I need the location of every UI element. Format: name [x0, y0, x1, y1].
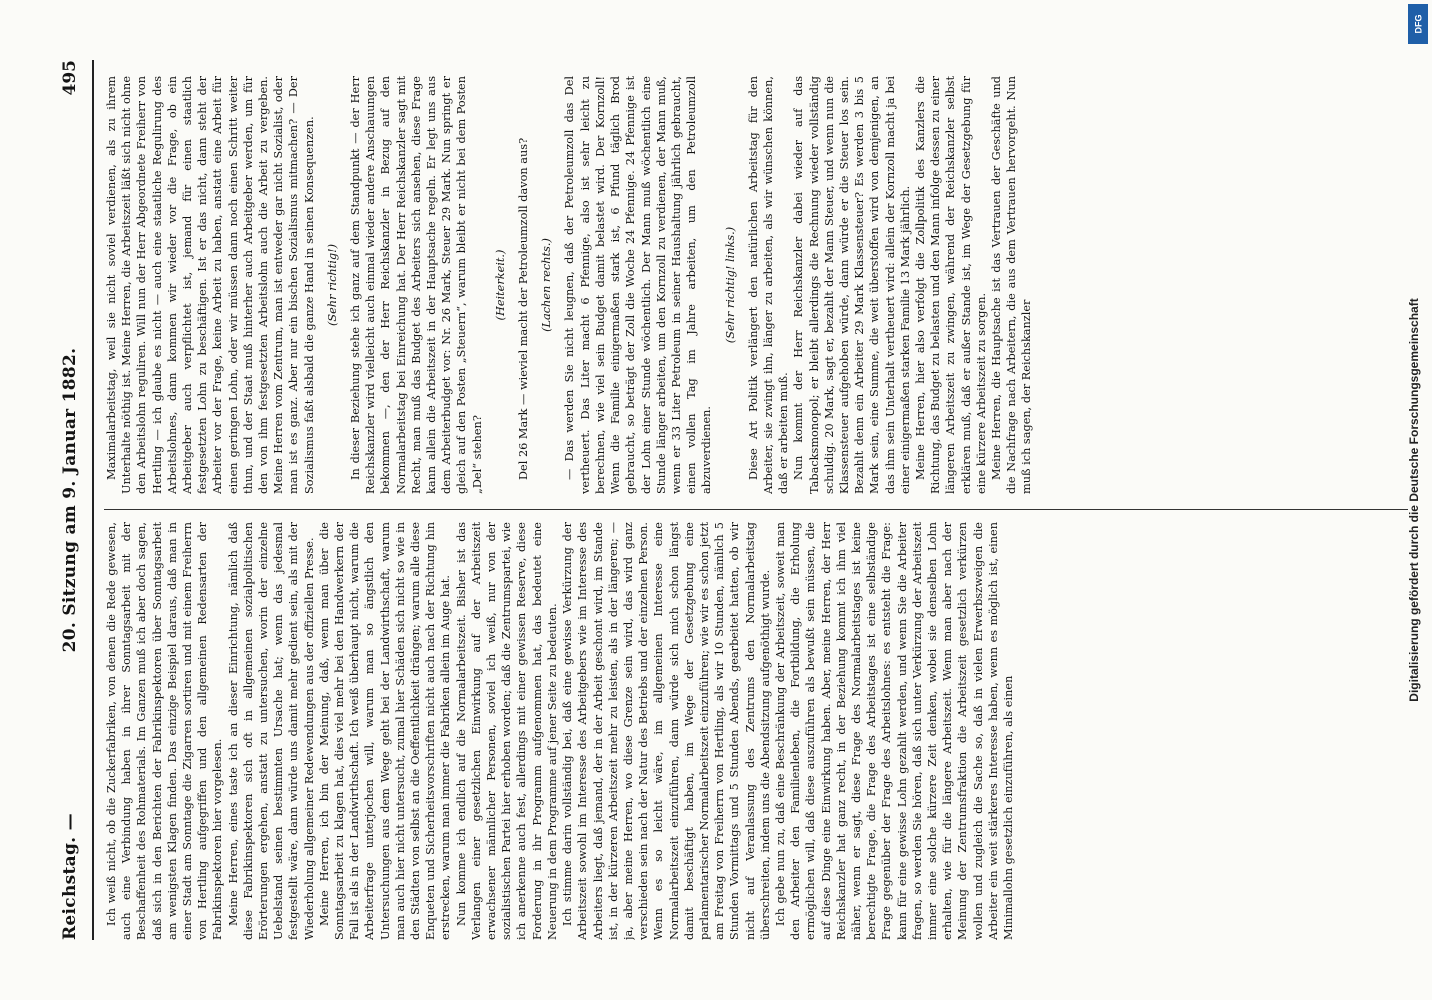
text-column-right — [104, 76, 1408, 494]
paragraph: Ich stimme darin vollständig bei, daß eine gewisse Verkürzung der Arbeitszeit sowohl im Interesse des Arbeitgebers wie im Interesse des Arbeiters liegt, daß jemand, der in der Arbeit geschont wird, im Stande ist, in der kürzeren Arbeitszeit mehr zu leisten, als in der längeren; — ja, aber meine Herren, wo diese Grenze sein wird, das wird ganz verschieden sein nach der Natur des Betriebs und der einzelnen Person. Wenn es so leicht wäre, im allgemeinen Interesse eine Normalarbeitszeit einzuführen, dann würde sich mich schon längst damit beschäftigt haben, im Wege der Gesetzgebung eine parlamentarischer Normalarbeitszeit einzuführen; wie wir es schon jetzt am Freitag von Freiherrn von Hertling, als wir 10 Stunden, nämlich 5 Stunden Vormittags und 5 Stunden Abends, gearbeitet hatten, ob wir nicht auf Veranlassung des Zentrums den Normalarbeitstag überschreiten, indem uns die Abendsitzung aufgenöthigt wurde. — [561, 522, 772, 940]
credit-text: Digitalisierung gefördert durch die Deutsche Forschungsgemeinschaft — [1407, 298, 1421, 702]
column-divider — [104, 509, 1408, 510]
paragraph: Diese Art Politik verlängert den natürlichen Arbeitstag für den Arbeiter, sie zwingt ihn, länger zu arbeiten, als wir wünschen können, daß er arbeiten muß. — [746, 76, 791, 494]
text-column-left — [104, 522, 1408, 940]
digitization-credit — [1396, 0, 1432, 1000]
paragraph: Ich gebe nun zu, daß eine Beschränkung der Arbeitszeit, soweit man den Arbeiter den Familienleben, die Fortbildung, die Erholung ermöglichen will, daß diese auszuführen als bewußt sein müssen, die auf diese Dinge eine Einwirkung haben. Aber, meine Herren, der Herr Reichskanzler hat ganz recht, in der Beziehung kommt ich ihm viel näher, wenn er sagt, diese Frage des Normalarbeitstages ist keine berechtigte Frage, die Frage des Arbeitstages ist eine selbständige Frage gegenüber der Frage des Arbeitslohnes: es entsteht die Frage: kann für eine gewisse Lohn gezahlt werden, und wenn Sie die Arbeiter fragen, so werden Sie hören, daß sich unter Verkürzung der Arbeitszeit immer eine solche kürzere Zeit denken, wobei sie denselben Lohn erhalten, wie für die längere Arbeitszeit. Wenn man aber nach der Meinung der Zentrumsfraktion die Arbeitszeit gesetzlich verkürzen wollen und zugleich die Sache so, daß in vielen Erwerbszweigen die Arbeiter ein weit stärkeres Interesse haben, wenn es möglich ist, einen Minimallohn gesetzlich einzuführen, als einen — [773, 522, 1015, 940]
interjection: (Sehr richtig! links.) — [723, 226, 737, 344]
interjection: (Lachen rechts.) — [540, 238, 554, 332]
page-header — [56, 60, 94, 940]
paragraph: Nun komme ich endlich auf die Normalarbeitszeit. Bisher ist das Verlangen einer gesetzlichen Einwirkung auf der Arbeitszeit erwachsener männlicher Personen, soviel ich weiß, nur von der sozialistischen Partei hier erhoben worden; daß die Zentrumspartei, wie ich anerkenne auch fest, allerdings mit einer gewissen Reserve, diese Forderung in ihr Programm aufgenommen hat, das bedeutet eine Neuerung in dem Programme auf jener Seite zu bedeuten. — [454, 522, 559, 940]
paragraph: Meine Herren, hier also verfolgt die Zollpolitik des Kanzlers die Richtung, das Budget zu belasten und den Mann infolge dessen zu einer längeren Arbeitszeit zu zwingen, während der Reichskanzler selbst erklären muß, daß er außer Stande ist, im Wege der Gesetzgebung für eine kürzere Arbeitszeit zu sorgen. — [913, 76, 988, 494]
interjection: (Sehr richtig!) — [325, 243, 339, 327]
header-publication: Reichstag. — — [60, 813, 80, 940]
paragraph: Meine Herren, eines taste ich an dieser Einrichtung, nämlich daß diese Fabrikinspektoren sich oft in allgemeinen sozialpolitischen Erörterungen ergehen, anstatt zu untersuchen, worin der einzelne Uebelstand seinen bestimmten Ursache hat; wenn das jedesmal festgestellt wäre, dann würde uns damit mehr gedient sein, als mit der Wiederholung allgemeiner Redewendungen aus der offiziellen Presse. — [226, 522, 316, 940]
paragraph: Del 26 Mark — wieviel macht der Petroleumzoll davon aus? — [517, 137, 531, 480]
paragraph: — Das werden Sie nicht leugnen, daß der Petroleumzoll das Del vertheuert. Das Liter macht 6 Pfennige, also ist sehr leicht zu berechnen, wie viel sein Budget damit belastet wird. Der Kornzoll! Wenn die Familie einigermaßen stark ist, 6 Pfund täglich Brod gebraucht, so beträgt der Zoll die Woche 24 Pfennige. 24 Pfennige ist der Lohn einer Stunde wöchentlich. Der Mann muß wöchentlich eine Stunde länger arbeiten, um den Kornzoll zu verdienen, der Mann muß, wenn er 33 Liter Petroleum in seiner Haushaltung jährlich gebraucht, einen vollen Tag im Jahre arbeiten, um den Petroleumzoll abzuverdienen. — [563, 76, 714, 494]
dfg-logo-text: DFG — [1413, 14, 1423, 34]
page-number: 495 — [60, 60, 80, 96]
paragraph: Meine Herren, ich bin der Meinung, daß, wenn man über die Sonntagsarbeit zu klagen hat, dies viel mehr bei den Handwerkern der Fall ist als in der Landwirthschaft. Ich weiß überhaupt nicht, warum die Arbeiterfrage unterjochen will, warum man so ängstlich den Untersuchungen aus dem Wege geht bei der Landwirthschaft, warum man auch hier nicht untersucht, zumal hier Schäden sich nicht so wie in den Städten von selbst an die Oeffentlichkeit drängen; warum alle diese Enqueten und Sicherheitsvorschriften nicht auch nach der Richtung hin erstrecken, warum man immer die Fabriken allein im Auge hat. — [317, 522, 453, 940]
interjection: (Heiterkeit.) — [493, 249, 507, 321]
dfg-logo — [1408, 4, 1428, 44]
paragraph: Meine Herren, die Hauptsache ist das Vertrauen der Geschäfte und die Nachfrage nach Arbeitern, die aus dem Vertrauen hervorgeht. Nun muß ich sagen, der Reichskanzler — [989, 76, 1034, 494]
header-session: 20. Sitzung am 9. Januar 1882. — [60, 347, 80, 653]
paragraph: Nun kommt der Herr Reichskanzler dabei wieder auf das Tabacksmonopol; er bleibt allerdings die Rechnung wieder vollständig schuldig. 20 Mark, sagt er, bezahlt der Mann Steuer, und wenn nun die Klassensteuer aufgehoben würde, dann würde er die Steuer los sein. Bezahlt denn ein Arbeiter 29 Mark Klassensteuer? Es werden 3 bis 5 Mark sein, eine Summe, die weit überstoffen wird von demjenigen, an das ihm sein Unterhalt vertheuert wird: allein der Kornzoll macht ja bei einer einigermaßen starken Familie 13 Mark jährlich. — [792, 76, 912, 494]
paragraph: Ich weiß nicht, ob die Zuckerfabriken, von denen die Rede gewesen, auch eine Verbindung haben in ihrer Sonntagsarbeit mit der Beschaffenheit des Rohmaterials. Im Ganzen muß ich aber doch sagen, daß sich in den Berichten der Fabrikinspektoren über Sonntagsarbeit am wenigsten Klagen finden. Das einzige Beispiel daraus, daß man in einer Stadt am Sonntage die Zigarren sortiren und mit einem Freiherrn von Hertling aufgegriffen und den allgemeinen Redensarten der Fabrikinspektoren hier vorgelesen. — [105, 522, 225, 940]
paragraph: In dieser Beziehung stehe ich ganz auf dem Standpunkt — der Herr Reichskanzler wird vielleicht auch einmal wieder andere Anschauungen bekommen —, den der Herr Reichskanzler in Bezug auf den Normalarbeitstag bei Einreichung hat. Der Herr Reichskanzler sagt mit Recht, man muß das Budget des Arbeiters sich ansehen, diese Frage kann allein die Arbeitszeit in der Hauptsache regeln. Er legt uns aus dem Arbeiterbudget vor: Nr. 26 Mark, Steuer 29 Mark. Nun springt er gleich auf den Posten „Steuern“, warum bleibt er nicht bei dem Posten „Del“ stehen? — [349, 76, 484, 494]
paragraph: Maximalarbeitstag, weil sie nicht soviel verdienen, als zu ihrem Unterhalte nöthig ist. Meine Herren, die Arbeitszeit läßt sich nicht ohne den Arbeitslohn reguliren. Will nun der Herr Abgeordnete Freiherr von Hertling — ich glaube es nicht — auch eine staatliche Regulirung des Arbeitslohnes, dann kommen wir wieder vor die Frage, ob ein Arbeitgeber auch verpflichtet ist, jemand für einen staatlich festgesetzten Lohn zu beschäftigen. Ist er das nicht, dann steht der Arbeiter vor der Frage, keine Arbeit zu haben, anstatt eine Arbeit für einen geringen Lohn, oder wir müssen dann noch einen Schritt weiter thun, und der Staat muß hinterher auch Arbeitgeber werden, um für den von ihm festgesetzten Arbeitslohn auch die Arbeit zu vergeben. Meine Herren vom Zentrum, man ist entweder gar nicht Sozialist, oder man ist es ganz. Aber nur ein bischen Sozialismus mitmachen? — Der Sozialismus faßt alsbald die ganze Hand in seinen Konsequenzen. — [105, 76, 316, 494]
